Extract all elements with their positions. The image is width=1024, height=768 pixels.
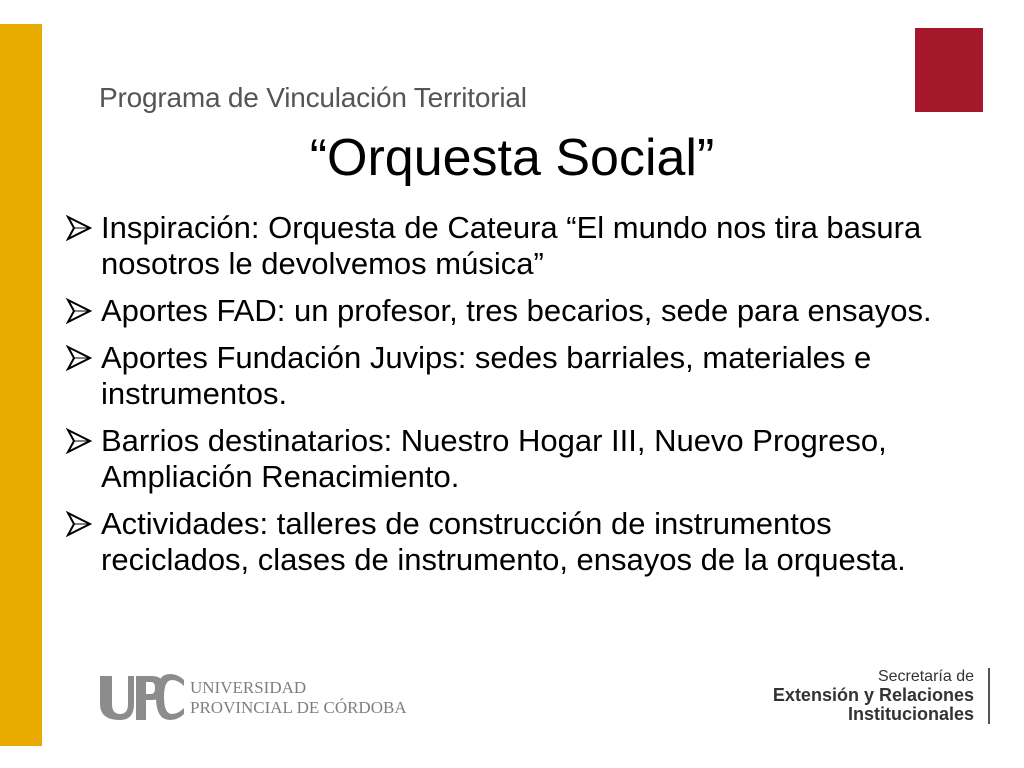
university-line2: PROVINCIAL DE CÓRDOBA <box>190 698 407 717</box>
slide-title: “Orquesta Social” <box>309 129 715 187</box>
upc-logo-mark <box>98 670 186 724</box>
bullet-item <box>66 423 966 495</box>
secretariat-line2: Extensión y Relaciones <box>772 685 974 705</box>
university-logo <box>98 670 418 726</box>
university-name <box>190 678 407 718</box>
bullet-item <box>66 340 966 412</box>
university-line1: UNIVERSIDAD <box>190 678 307 697</box>
bullet-item <box>66 210 966 282</box>
bullet-text: Actividades: talleres de construcción de instrumentos reciclados, clases de instrumento, ensayos de la orquesta. <box>101 506 906 577</box>
arrow-bullet-icon <box>66 215 92 241</box>
secretariat-line1: Secretaría de <box>877 668 974 685</box>
bullet-text: Barrios destinatarios: Nuestro Hogar III, Nuevo Progreso, Ampliación Renacimiento. <box>101 423 887 494</box>
red-accent-square <box>915 28 983 112</box>
secretariat-logo <box>760 668 990 724</box>
bullet-list <box>66 210 966 589</box>
bullet-text: Inspiración: Orquesta de Cateura “El mundo nos tira basura nosotros le devolvemos música” <box>101 210 922 281</box>
arrow-bullet-icon <box>66 428 92 454</box>
bullet-text: Aportes Fundación Juvips: sedes barriales, materiales e instrumentos. <box>101 340 872 411</box>
program-title: Programa de Vinculación Territorial <box>99 82 527 113</box>
arrow-bullet-icon <box>66 298 92 324</box>
bullet-text: Aportes FAD: un profesor, tres becarios, sede para ensayos. <box>101 293 932 328</box>
arrow-bullet-icon <box>66 511 92 537</box>
secretariat-line3: Institucionales <box>847 704 974 724</box>
arrow-bullet-icon <box>66 345 92 371</box>
bullet-item <box>66 506 966 578</box>
bullet-item <box>66 293 966 329</box>
